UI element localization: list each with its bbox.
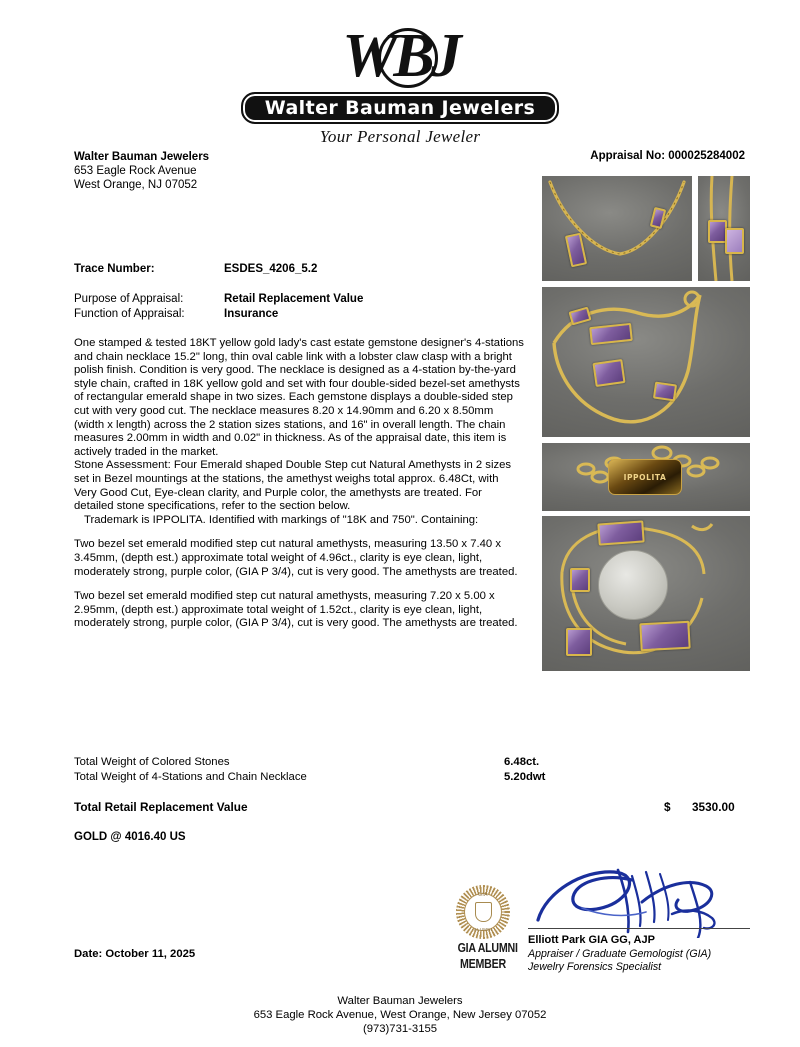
handwritten-signature-icon: [522, 862, 750, 938]
totals-section: [74, 755, 754, 843]
monogram-ring-icon: [378, 28, 438, 88]
signature-rule: [528, 928, 750, 929]
gold-price: GOLD @ 4016.40 US: [74, 831, 186, 843]
company-logo: [0, 22, 800, 147]
appraiser-role-secondary: Jewelry Forensics Specialist: [528, 961, 662, 973]
necklace-station-closeup-photo: [698, 176, 750, 281]
firm-address: 653 Eagle Rock Avenue: [74, 165, 197, 177]
trace-number-label: Trace Number:: [74, 263, 155, 275]
purpose-value: Retail Replacement Value: [224, 293, 364, 305]
necklace-with-quarter-scale-photo: [542, 516, 750, 671]
necklace-full-layout-photo: [542, 287, 750, 437]
grand-total-row: [74, 800, 754, 815]
amethyst-q-small-2: [566, 628, 592, 656]
seal-badge-top: GIA: [478, 892, 488, 898]
purpose-row: [74, 292, 524, 307]
ippolita-hallmark-tag-photo: [542, 443, 750, 511]
currency-symbol: $: [664, 800, 671, 814]
amethyst-small-2: [653, 382, 677, 402]
gia-alumni-seal: [452, 885, 518, 971]
firm-name: Walter Bauman Jewelers: [74, 151, 210, 163]
logo-name-bar: Walter Bauman Jewelers: [241, 92, 559, 124]
function-label: Function of Appraisal:: [74, 308, 185, 320]
amethyst-large-2: [592, 359, 625, 387]
total-colored-stones-value: 6.48ct.: [504, 756, 540, 768]
hallmark-tag: [608, 459, 682, 495]
appraisal-number: Appraisal No: 000025284002: [590, 150, 745, 162]
photo-gallery: [542, 176, 752, 671]
footer-phone: (973)731-3155: [362, 1023, 438, 1035]
footer-address: 653 Eagle Rock Avenue, West Orange, New Jersey 07052: [253, 1009, 547, 1021]
total-necklace-weight-label: Total Weight of 4-Stations and Chain Necklace: [74, 771, 307, 783]
hallmark-text: IPPOLITA: [623, 472, 667, 482]
amethyst-q-small-1: [570, 568, 590, 592]
amethyst-q-large-1: [597, 520, 644, 545]
total-necklace-weight-row: [74, 770, 754, 785]
stone-group-2: Two bezel set emerald modified step cut natural amethysts, measuring 7.20 x 5.00 x 2.95mm, (depth est.) approximate total weight of 1.52ct., clarity is eye clean, light, moderately strong, purple color, (GIA P 3/4), cut is very good. The amethysts are treated.: [74, 590, 518, 630]
function-row: [74, 307, 524, 322]
trademark-note: Trademark is IPPOLITA. Identified with markings of "18K and 750". Containing:: [84, 513, 479, 526]
gia-seal-medallion-icon: [456, 885, 510, 939]
appraiser-name: Elliott Park GIA GG, AJP: [528, 934, 655, 946]
footer-company: Walter Bauman Jewelers: [337, 995, 463, 1007]
trace-number-value: ESDES_4206_5.2: [224, 263, 318, 275]
firm-city-state-zip: West Orange, NJ 07052: [74, 179, 198, 191]
appraisal-date: Date: October 11, 2025: [74, 948, 196, 960]
gia-alumni-line2: MEMBER: [460, 956, 506, 971]
amethyst-closeup-light: [725, 228, 744, 254]
grand-total-value: 3530.00: [692, 800, 735, 814]
monogram-letters: WBJ: [342, 22, 458, 90]
seal-badge-bottom: ALUMNI: [473, 927, 493, 932]
total-colored-stones-row: [74, 755, 754, 770]
trace-number-row: [74, 262, 524, 277]
purpose-label: Purpose of Appraisal:: [74, 293, 184, 305]
necklace-draped-photo: [542, 176, 692, 281]
function-value: Insurance: [224, 308, 279, 320]
wbj-monogram-icon: [342, 22, 458, 90]
logo-tagline: Your Personal Jeweler: [319, 127, 481, 146]
appraiser-role: Appraiser / Graduate Gemologist (GIA): [528, 948, 712, 960]
gia-alumni-line1: GIA ALUMNI: [457, 940, 518, 955]
item-description: One stamped & tested 18KT yellow gold lady's cast estate gemstone designer's 4-stations and chain necklace 15.2" long, thin oval cable link with a lobster claw clasp with a bright polish finish. Condition is very good. The necklace is designed as a 4-station by-the-yard style chain, crafted in 18K yellow gold and set with four double-sided bezel-set amethysts of rectangular emerald shape in two sizes. Each gemstone displays a double-sided step cut with very good cut. The necklace measures 8.20 x 14.90mm and 6.20 x 8.50mm (width x length) across the 2 station sizes stations, and 16" in overall length. The chain measures 2.00mm in width and 0.02" in thickness. As of the appraisal date, this item is actively traded in the market.: [74, 337, 524, 458]
total-colored-stones-label: Total Weight of Colored Stones: [74, 756, 230, 768]
stone-assessment: Stone Assessment: Four Emerald shaped Double Step cut Natural Amethysts in 2 sizes set in Bezel mountings at the stations, the amethyst weighs total approx. 6.48Ct, with Very Good Cut, Eye-clean clarity, and Purple color, the amethysts are treated. For detailed stone specifications, refer to the section below.: [74, 459, 512, 513]
total-necklace-weight-value: 5.20dwt: [504, 771, 546, 783]
document-body: [74, 150, 524, 631]
document-footer: [0, 994, 800, 1036]
amethyst-q-large-2: [639, 621, 690, 652]
grand-total-label: Total Retail Replacement Value: [74, 800, 248, 814]
stone-group-1: Two bezel set emerald modified step cut natural amethysts, measuring 13.50 x 7.40 x 3.45mm, (depth est.) approximate total weight of 4.96ct., clarity is eye clean, light, moderately strong, purple color, (GIA P 3/4), cut is very good. The amethysts are treated.: [74, 538, 518, 578]
